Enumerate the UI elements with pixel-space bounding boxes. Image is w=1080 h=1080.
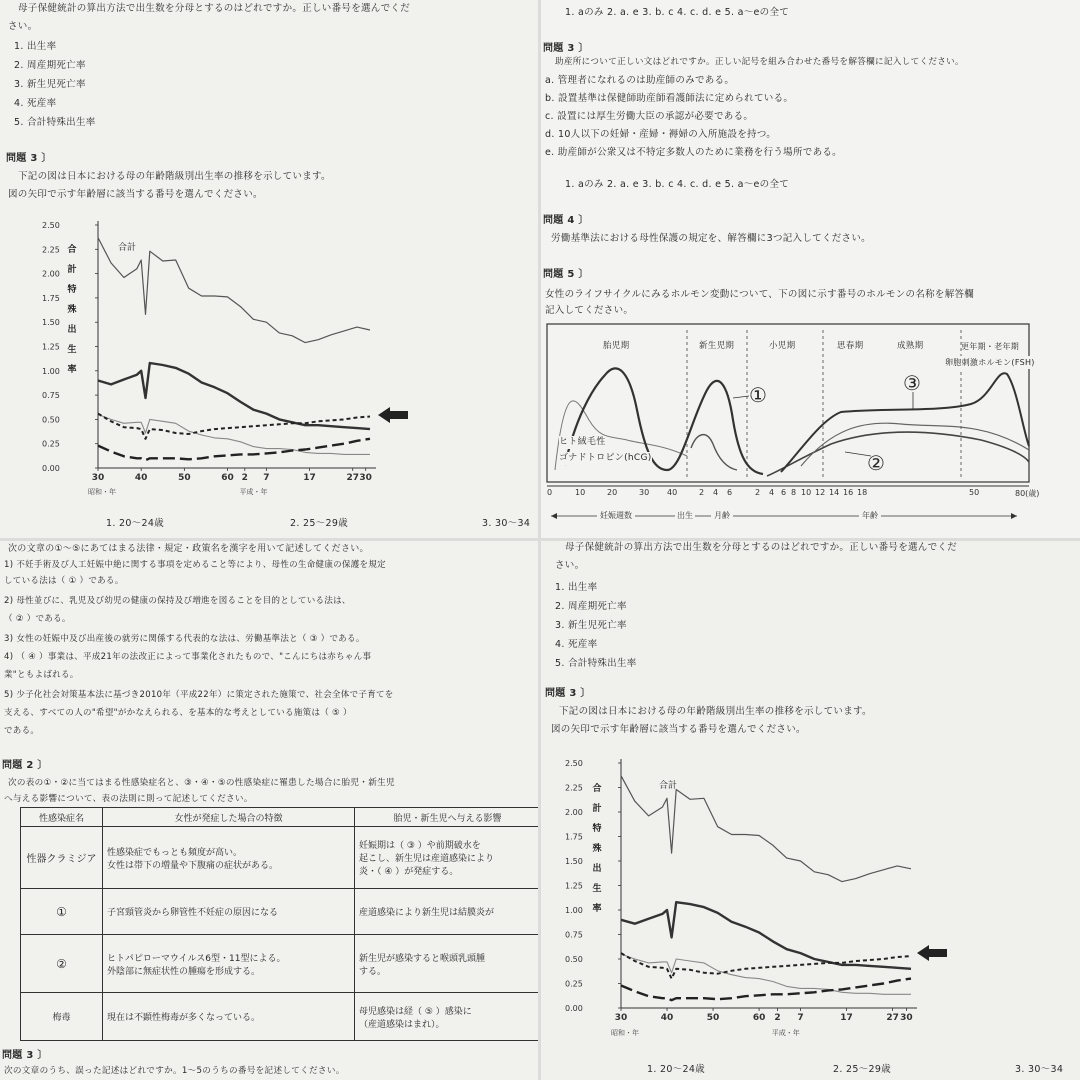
x-tick: 0 — [547, 488, 553, 497]
choice-line: 1. aのみ 2. a. e 3. b. c 4. c. d. e 5. a～eの全て — [565, 179, 790, 190]
y-axis-title-text: 合計特殊出生率 — [67, 245, 77, 375]
x-tick: 80(歳) — [1015, 489, 1040, 498]
y-tick-label: 1.75 — [42, 293, 60, 303]
series-line-long-dash — [98, 439, 370, 460]
cell-line: 外陰部に無症状性の腫瘍を形成する。 — [107, 966, 261, 977]
option-item: 5. 合計特殊出生率 — [14, 117, 96, 128]
x-tick-label: 27 — [346, 473, 359, 483]
series-annotation: 合計 — [118, 243, 137, 253]
hormone-label: ヒト絨毛性 — [559, 437, 606, 447]
cell-line: 子宮頸管炎から卵管性不妊症の原因になる — [107, 908, 279, 918]
x-tick: 2 — [755, 488, 761, 497]
effect-cell — [355, 827, 539, 889]
period-label: 小児期 — [769, 341, 796, 351]
y-tick-label: 1.00 — [42, 366, 60, 376]
statement-item: c. 設置には厚生労働大臣の承認が必要である。 — [545, 111, 754, 122]
y-tick-label: 0.00 — [42, 464, 60, 473]
sti-name-cell: 性器クラミジア — [21, 827, 103, 889]
y-tick-label: 1.50 — [565, 857, 583, 866]
cell-line: 現在は不顕性梅毒が多くなっている。 — [107, 1013, 261, 1023]
era-label: 昭和・年 — [611, 1029, 639, 1037]
y-tick-label: 0.75 — [565, 930, 583, 940]
period-label: 思春期 — [837, 341, 864, 351]
choice-line: 1. aのみ 2. a. e 3. b. c 4. c. d. e 5. a～eの全て — [565, 7, 790, 18]
column-header: 胎児・新生児へ与える影響 — [355, 808, 539, 827]
era-label: 平成・年 — [239, 488, 268, 496]
sti-name-cell: ① — [21, 889, 103, 935]
period-label: 胎児期 — [603, 341, 630, 351]
x-tick: 12 — [815, 488, 826, 497]
y-tick-label: 1.50 — [42, 318, 60, 328]
cell-line: する。 — [359, 966, 387, 977]
x-tick-label: 30 — [614, 1013, 628, 1023]
effect-cell — [355, 935, 539, 993]
x-tick-label: 27 — [886, 1013, 899, 1023]
page-top-left — [0, 0, 538, 538]
statement-item: a. 管理者になれるのは助産師のみである。 — [545, 75, 735, 86]
x-tick: 16 — [843, 488, 854, 497]
feature-cell — [103, 935, 355, 993]
problem-heading: 問題 2 〕 — [2, 760, 48, 771]
y-tick-label: 2.50 — [42, 221, 60, 230]
birth-rate-chart — [0, 0, 538, 538]
answer-option: 2. 25～29歳 — [833, 1064, 891, 1075]
x-tick-label: 17 — [303, 473, 316, 483]
feature-cell — [103, 993, 355, 1041]
hormone-label: ゴナドトロピン(hCG) — [559, 453, 652, 463]
answer-option: 2. 25～29歳 — [290, 518, 348, 529]
phase-label: 出生 — [677, 511, 693, 520]
sti-table — [20, 807, 538, 1041]
x-tick-label: 17 — [840, 1013, 853, 1023]
cell-line: ヒトパピローマウイルス6型・11型による。 — [107, 953, 286, 964]
problem-text: 下記の図は日本における母の年齢階級別出生率の推移を示しています。 — [18, 171, 331, 182]
answer-option: 1. 20～24歳 — [106, 518, 164, 529]
y-tick-label: 0.25 — [42, 439, 60, 449]
series-line-long-dash — [621, 979, 911, 1001]
statement-item: b. 設置基準は保健師助産師看護師法に定められている。 — [545, 93, 794, 104]
statement-item: （ ② ）である。 — [4, 614, 71, 624]
cell-line: 起こし、新生児は産道感染により — [359, 854, 495, 864]
feature-cell — [103, 889, 355, 935]
y-tick-label: 1.00 — [565, 906, 583, 915]
problem-text: 次の文章の①～⑤にあてはまる法律・規定・政策名を漢字を用いて記述してください。 — [8, 544, 369, 554]
pointer-line — [733, 396, 749, 398]
x-tick-label: 30 — [91, 473, 105, 483]
x-tick: 8 — [791, 488, 797, 497]
effect-cell — [355, 993, 539, 1041]
cell-line: 妊娠期は（ ③ ）や前期破水を — [359, 841, 481, 851]
option-item: 1. 出生率 — [555, 582, 598, 593]
statement-item: 支える、すべての人の"希望"がかなえられる、を基本的な考えとしている施策は（ ⑤ ） — [4, 708, 352, 718]
y-tick-label: 0.50 — [565, 955, 583, 964]
pointer-arrow-icon — [378, 407, 408, 423]
problem-heading: 問題 3 〕 — [543, 43, 589, 54]
problem-text: 次の文章のうち、誤った記述はどれですか。1～5のうちの番号を記述してください。 — [4, 1066, 345, 1076]
option-item: 3. 新生児死亡率 — [14, 79, 86, 90]
x-tick-label: 40 — [134, 473, 148, 483]
problem-heading: 問題 3 〕 — [6, 153, 52, 164]
y-tick-label: 0.25 — [565, 979, 583, 989]
phase-label: 年齢 — [859, 510, 881, 521]
option-item: 4. 死産率 — [555, 639, 598, 650]
answer-option: 3. 30～34 — [482, 518, 531, 529]
problem-heading: 問題 4 〕 — [543, 215, 589, 226]
question-line: さい。 — [555, 560, 585, 571]
statement-item: 2) 母性並びに、乳児及び幼児の健康の保持及び増進を図ることを目的としている法は、 — [4, 596, 351, 606]
sti-name-cell: ② — [21, 935, 103, 993]
x-tick: 10 — [575, 488, 586, 497]
column-header: 女性が発症した場合の特徴 — [103, 808, 355, 827]
y-tick-label: 2.00 — [42, 269, 60, 279]
marker-2: ② — [867, 451, 886, 475]
column-header: 性感染症名 — [21, 808, 103, 827]
cell-line: 炎・（ ④ ）が発症する。 — [359, 867, 459, 877]
period-label: 更年期・老年期 — [961, 342, 1020, 351]
series-line-thin — [621, 776, 911, 882]
statement-item: 4) （ ④ ）事業は、平成21年の法改正によって事業化されたもので、"こんにちは赤ちゃん事 — [4, 652, 372, 662]
statement-item: 1) 不妊手術及び人工妊娠中絶に関する事項を定めること等により、母性の生命健康の保護を規定 — [4, 560, 386, 570]
x-tick: 30 — [639, 488, 650, 497]
effect-cell — [355, 889, 539, 935]
problem-text: 図の矢印で示す年齢層に該当する番号を選んでください。 — [551, 724, 806, 735]
y-tick-label: 1.25 — [565, 881, 583, 891]
x-tick-label: 60 — [221, 473, 234, 483]
statement-item: e. 助産師が公衆又は不特定多数人のために業務を行う場所である。 — [545, 147, 842, 158]
x-tick-label: 50 — [178, 473, 191, 483]
table-row — [21, 935, 539, 993]
y-tick-label: 2.25 — [42, 245, 60, 255]
option-item: 3. 新生児死亡率 — [555, 620, 627, 631]
table-row — [21, 827, 539, 889]
x-tick: 4 — [713, 488, 719, 497]
x-tick: 2 — [699, 488, 705, 497]
problem-text: へ与える影響について、表の法則に則って記述してください。 — [4, 794, 253, 804]
series-line-thick — [98, 363, 370, 429]
x-tick: 6 — [781, 488, 787, 497]
y-tick-label: 1.75 — [565, 832, 583, 842]
series-line-thin — [98, 238, 370, 343]
hormone-curve-2 — [767, 432, 1029, 476]
hormone-label: 卵胞刺激ホルモン(FSH) — [945, 358, 1035, 367]
cell-line: 新生児が感染すると喉頭乳頭腫 — [359, 953, 486, 964]
option-item: 1. 出生率 — [14, 41, 57, 52]
cell-line: 母児感染は経（ ⑤ ）感染に — [359, 1006, 472, 1017]
page-bottom-left — [0, 541, 538, 1080]
option-item: 4. 死産率 — [14, 98, 57, 109]
problem-text: 次の表の①・②に当てはまる性感染症名と、③・④・⑤の性感染症に罹患した場合に胎児・新生児 — [8, 778, 395, 788]
problem-heading: 問題 3 〕 — [545, 688, 591, 699]
y-tick-label: 0.00 — [565, 1004, 583, 1013]
statement-item: である。 — [4, 726, 40, 736]
statement-item: 5) 少子化社会対策基本法に基づき2010年（平成22年）に策定された施策で、社会全体で子育てを — [4, 690, 394, 700]
x-tick-label: 2 — [241, 473, 248, 483]
y-tick-label: 2.25 — [565, 783, 583, 793]
phase-label: 月齢 — [711, 510, 733, 521]
sti-name-cell: 梅毒 — [21, 993, 103, 1041]
x-tick: 10 — [801, 488, 812, 497]
statement-item: d. 10人以下の妊婦・産婦・褥婦の入所施設を持つ。 — [545, 129, 777, 140]
x-tick-label: 7 — [797, 1013, 804, 1023]
cell-line: 女性は帯下の増量や下腹痛の症状がある。 — [107, 860, 279, 871]
problem-text: 労働基準法における母性保護の規定を、解答欄に3つ記入してください。 — [551, 233, 871, 244]
statement-item: 3) 女性の妊娠中及び出産後の就労に関係する代表的な法は、労働基準法と（ ③ ）である。 — [4, 634, 365, 644]
problem-text: 女性のライフサイクルにみるホルモン変動について、下の図に示す番号のホルモンの名称を解答欄 — [545, 289, 975, 300]
y-tick-label: 1.25 — [42, 342, 60, 352]
phase-label: 妊娠週数 — [597, 510, 635, 521]
series-line-thick — [621, 902, 911, 969]
problem-heading: 問題 5 〕 — [543, 269, 589, 280]
marker-1: ① — [749, 383, 768, 407]
arrow-head — [551, 513, 557, 519]
y-tick-label: 0.50 — [42, 415, 60, 425]
y-axis-title-text: 合計特殊出生率 — [592, 784, 602, 914]
x-tick-label: 30 — [900, 1013, 913, 1023]
x-tick-label: 2 — [774, 1013, 781, 1023]
x-tick-label: 30 — [359, 473, 372, 483]
x-tick: 14 — [829, 488, 840, 497]
y-tick-label: 2.00 — [565, 808, 583, 817]
page-top-right — [541, 0, 1080, 538]
y-tick-label: 2.50 — [565, 759, 583, 768]
problem-text: 助産所について正しい文はどれですか。正しい記号を組み合わせた番号を解答欄に記入してください。 — [555, 57, 964, 67]
x-tick-label: 7 — [263, 473, 270, 483]
x-tick: 6 — [727, 488, 733, 497]
problem-text: 記入してください。 — [545, 305, 634, 316]
x-tick: 50 — [969, 488, 980, 497]
problem-text: 下記の図は日本における母の年齢階級別出生率の推移を示しています。 — [559, 706, 872, 717]
x-tick-label: 60 — [752, 1013, 766, 1023]
problem-heading: 問題 3 〕 — [2, 1050, 48, 1061]
pointer-arrow-icon — [917, 945, 947, 961]
cell-line: （産道感染はまれ）。 — [359, 1019, 445, 1030]
x-tick: 20 — [607, 488, 618, 497]
table-header-row — [21, 808, 539, 827]
hormone-curve-1b — [691, 435, 737, 470]
marker-3: ③ — [903, 371, 922, 395]
series-line-thin-grey — [621, 954, 911, 994]
arrow-head — [1011, 513, 1017, 519]
cell-line: 産道感染により新生児は結膜炎が — [359, 908, 495, 918]
birth-rate-chart — [541, 541, 1080, 1080]
x-tick: 4 — [769, 488, 775, 497]
option-item: 5. 合計特殊出生率 — [555, 658, 637, 669]
y-tick-label: 0.75 — [42, 391, 60, 401]
x-tick: 18 — [857, 488, 868, 497]
table-row — [21, 889, 539, 935]
period-label: 成熟期 — [897, 341, 924, 351]
problem-text: 図の矢印で示す年齢層に該当する番号を選んでください。 — [8, 189, 263, 200]
x-tick-label: 50 — [706, 1013, 720, 1023]
table-row — [21, 993, 539, 1041]
x-tick-label: 40 — [660, 1013, 674, 1023]
feature-cell — [103, 827, 355, 889]
era-label: 昭和・年 — [88, 488, 116, 496]
question-line: 母子保健統計の算出方法で出生数を分母とするのはどれですか。正しい番号を選んでくだ — [18, 3, 411, 14]
option-item: 2. 周産期死亡率 — [14, 60, 86, 71]
page-bottom-right — [541, 541, 1080, 1080]
x-tick: 40 — [667, 488, 678, 497]
cell-line: 性感染症でもっとも頻度が高い。 — [107, 847, 243, 858]
statement-item: 業"ともよばれる。 — [4, 670, 79, 680]
option-item: 2. 周産期死亡率 — [555, 601, 627, 612]
answer-option: 1. 20～24歳 — [647, 1064, 705, 1075]
question-line: さい。 — [8, 21, 38, 32]
answer-option: 3. 30～34 — [1015, 1064, 1064, 1075]
series-annotation: 合計 — [659, 781, 678, 791]
question-line: 母子保健統計の算出方法で出生数を分母とするのはどれですか。正しい番号を選んでくだ — [565, 542, 958, 553]
period-label: 新生児期 — [699, 341, 735, 351]
statement-item: している法は（ ① ）である。 — [4, 576, 124, 586]
era-label: 平成・年 — [771, 1029, 800, 1037]
